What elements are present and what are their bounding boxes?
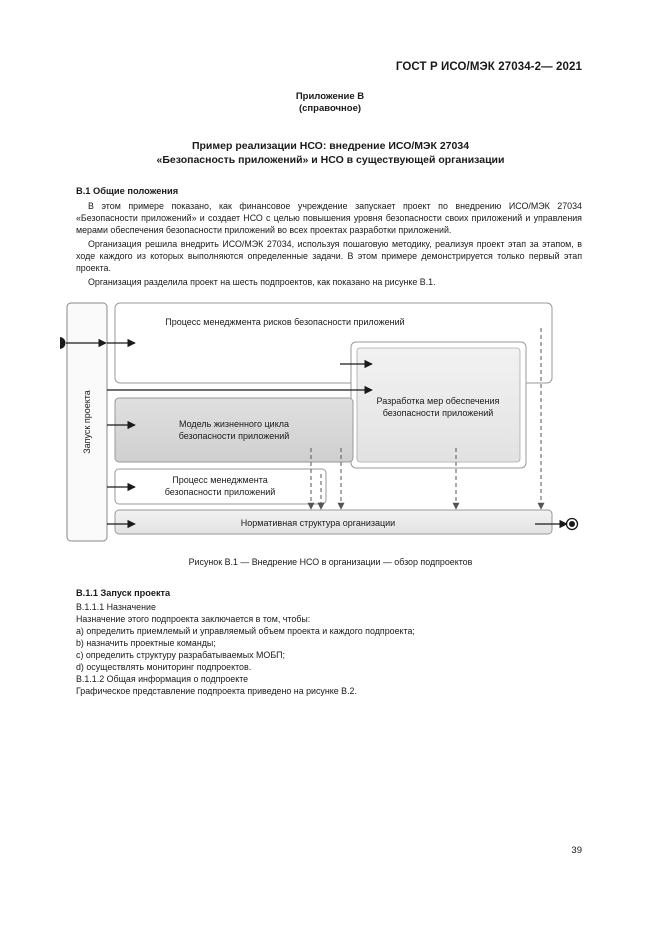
figure-reference: Графическое представление подпроекта приведено на рисунке В.2. [76, 686, 357, 696]
launch-label: Запуск проекта [82, 390, 92, 454]
b111-heading: В.1.1.1 Назначение [76, 602, 156, 612]
annex-type: (справочное) [298, 103, 362, 114]
paragraph-1: В этом примере показано, как финансовое учреждение запускает проект по внедрению ИСО/МЭК 27034 «Безопасности приложений» и создает НСО с целью повышения уровня безопасности своих приложений и управления мерами обеспечения безопасности приложений во всех проектах разработки приложений. [76, 201, 582, 236]
standard-header: ГОСТ Р ИСО/МЭК 27034-2— 2021 [395, 61, 582, 73]
annex-title-line2: «Безопасность приложений» и НСО в существующей организации [156, 154, 505, 166]
mgmt-label-line2: безопасности приложений [164, 487, 276, 497]
end-node-inner [569, 521, 575, 527]
mgmt-process-box [115, 469, 326, 504]
normative-box [115, 510, 552, 534]
list-item-b: b) назначить проектные команды; [76, 638, 216, 648]
mgmt-label-line1: Процесс менеджмента [172, 475, 268, 485]
section-b11-heading: В.1.1 Запуск проекта [76, 588, 171, 598]
list-item-a: a) определить приемлемый и управляемый объем проекта и каждого подпроекта; [76, 626, 415, 636]
controls-label-line1: Разработка мер обеспечения [376, 396, 500, 406]
lifecycle-label-line2: безопасности приложений [178, 431, 290, 441]
purpose-intro: Назначение этого подпроекта заключается в том, чтобы: [76, 614, 311, 624]
annex-title [80, 139, 581, 167]
annex-heading [230, 91, 430, 115]
risk-process-label: Процесс менеджмента рисков безопасности приложений [165, 317, 405, 327]
start-node [60, 337, 66, 349]
list-item-d: d) осуществлять мониторинг подпроектов. [76, 662, 252, 672]
lifecycle-label-line1: Модель жизненного цикла [179, 419, 289, 429]
paragraph-2: Организация решила внедрить ИСО/МЭК 27034, используя пошаговую методику, реализуя проект этап за этапом, в ходе каждого из которых выполняются определенные задачи. В этом примере демонстрируется только первый этап проекта. [76, 239, 582, 274]
annex-label: Приложение В [295, 91, 365, 102]
b112-heading: В.1.1.2 Общая информация о подпроекте [76, 674, 249, 684]
paragraph-3: Организация разделила проект на шесть подпроектов, как показано на рисунке В.1. [88, 277, 436, 287]
list-item-c: c) определить структуру разрабатываемых МОБП; [76, 650, 285, 660]
annex-title-line1: Пример реализации НСО: внедрение ИСО/МЭК 27034 [191, 140, 470, 152]
page-number: 39 [571, 845, 582, 856]
controls-box [351, 342, 526, 468]
controls-label-line2: безопасности приложений [382, 408, 494, 418]
section-b1-heading: В.1 Общие положения [76, 186, 179, 196]
subprojects-diagram [60, 298, 582, 550]
lifecycle-box [115, 398, 353, 462]
figure-caption: Рисунок В.1 — Внедрение НСО в организации — обзор подпроектов [188, 557, 473, 567]
normative-label: Нормативная структура организации [240, 518, 396, 528]
launch-box [67, 303, 107, 541]
